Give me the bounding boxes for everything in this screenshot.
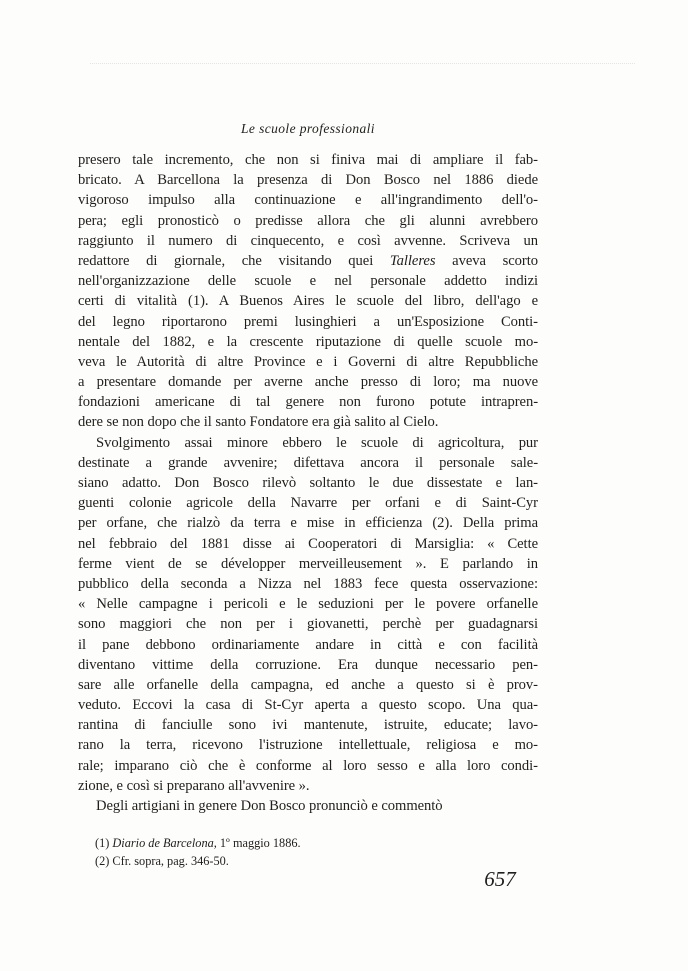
text-line: raggiunto il numero di cinquecento, e così avvenne. Scriveva un xyxy=(78,232,538,249)
text-line: veduto. Eccovi la casa di St-Cyr aperta a questo scopo. Una qua- xyxy=(78,697,538,714)
text-line: rantina di fanciulle sono ivi mantenute, istruite, educate; lavo- xyxy=(78,717,538,734)
italic-text: Diario de Barcelona, xyxy=(112,836,217,850)
page-number: 657 xyxy=(484,867,516,891)
text-line: zione, e così si preparano all'avvenire ». xyxy=(78,777,310,794)
text-line: sono maggiori che non per i giovanetti, perchè per guadagnarsi xyxy=(78,616,538,633)
body-text xyxy=(78,150,538,816)
text-line: siano adatto. Don Bosco rilevò soltanto le due dissestate e lan- xyxy=(78,475,538,491)
text-line: redattore di giornale, che visitando quei Talleres aveva scorto xyxy=(78,252,538,269)
text-line: a presentare domande per averne anche presso di loro; ma nuove xyxy=(78,374,538,391)
text-line: nell'organizzazione delle scuole e nel personale addetto indizi xyxy=(78,273,538,290)
text-line: sare alle orfanelle della campagna, ed anche a questo si è prov- xyxy=(78,676,538,693)
text-line: vigoroso impulso alla continuazione e all'ingrandimento dell'o- xyxy=(78,192,538,209)
text-line: veva le Autorità di altre Province e i Governi di altre Repubbliche xyxy=(78,353,538,370)
text-line: nel febbraio del 1881 disse ai Cooperatori di Marsiglia: « Cette xyxy=(78,535,538,552)
text-line: diventano vittime della corruzione. Era dunque necessario pen- xyxy=(78,656,538,673)
italic-text: Talleres xyxy=(389,252,436,269)
text-line: rano la terra, ricevono l'istruzione intellettuale, religiosa e mo- xyxy=(78,737,538,754)
text-line: del legno riportarono premi lusinghieri a un'Esposizione Conti- xyxy=(78,313,538,330)
text-line: destinate a grande avvenire; difettava ancora il personale sale- xyxy=(78,454,538,471)
footnote-line: (1) Diario de Barcelona, 1º maggio 1886. xyxy=(95,836,301,850)
text-line: nentale del 1882, e la crescente riputazione di quelle scuole mo- xyxy=(78,333,538,350)
text-line: Degli artigiani in genere Don Bosco pronunciò e commentò xyxy=(96,798,443,814)
footnotes xyxy=(95,835,525,870)
text-line: pera; egli pronosticò o predisse allora che gli alunni avrebbero xyxy=(78,212,538,229)
footnote-line: (2) Cfr. sopra, pag. 346-50. xyxy=(95,853,229,868)
text-line: fondazioni americane di tal genere non furono potute intrapren- xyxy=(78,394,538,411)
text-line: ferme vient de se développer merveilleusement ». E parlando in xyxy=(78,555,538,572)
text-line: dere se non dopo che il santo Fondatore era già salito al Cielo. xyxy=(78,414,439,431)
text-line: bricato. A Barcellona la presenza di Don Bosco nel 1886 diede xyxy=(78,172,538,189)
text-line: per orfane, che rialzò da terra e mise in efficienza (2). Della prima xyxy=(78,515,538,532)
text-line: pubblico della seconda a Nizza nel 1883 fece questa osservazione: xyxy=(78,575,538,592)
text-line: rale; imparano ciò che è conforme al loro sesso e alla loro condi- xyxy=(78,757,538,774)
running-header: Le scuole professionali xyxy=(241,121,375,136)
text-line: il pane debbono ordinariamente andare in città e con facilità xyxy=(78,636,538,653)
text-line: « Nelle campagne i pericoli e le seduzioni per le povere orfanelle xyxy=(78,596,538,613)
scan-artifact-line xyxy=(90,63,635,64)
text-line: guenti colonie agricole della Navarre per orfani e di Saint-Cyr xyxy=(78,495,538,512)
text-line: presero tale incremento, che non si finiva mai di ampliare il fab- xyxy=(78,152,538,168)
text-line: Svolgimento assai minore ebbero le scuole di agricoltura, pur xyxy=(96,434,538,451)
text-line: certi di vitalità (1). A Buenos Aires le scuole del libro, dell'ago e xyxy=(78,293,538,310)
